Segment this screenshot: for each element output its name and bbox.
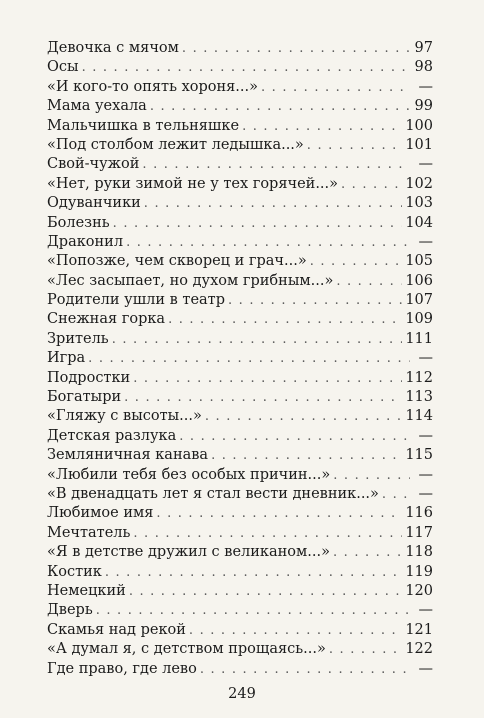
toc-entry-title: Болезнь [47,214,110,231]
dot-leader [336,272,402,291]
toc-entry [47,252,433,271]
toc-entry [47,407,433,426]
table-of-contents [47,39,433,679]
toc-entry-title: «Любили тебя без особых причин...» [47,466,331,483]
dot-leader [182,39,410,58]
dot-leader [129,582,403,601]
toc-entry-title: «Попозже, чем скворец и грач...» [47,253,307,270]
toc-entry-title: Мальчишка в тельняшке [47,117,240,134]
toc-entry-page: 113 [405,389,433,406]
toc-entry-page: 116 [405,505,433,522]
toc-entry [47,194,433,213]
toc-entry-title: Мама уехала [47,98,147,115]
toc-entry-title: Дверь [47,602,93,619]
toc-entry-page: 107 [405,292,433,309]
toc-entry [47,660,433,679]
dot-leader [112,330,403,349]
toc-entry [47,175,433,194]
toc-entry-page: 120 [405,582,433,599]
toc-entry-page: — [418,78,433,95]
dot-leader [310,252,403,271]
toc-entry-page: 119 [405,563,433,580]
dot-leader [168,310,402,329]
toc-entry-title: Зритель [47,330,109,347]
dot-leader [113,214,403,233]
toc-entry-title: Костик [47,563,102,580]
toc-entry [47,563,433,582]
toc-entry [47,272,433,291]
toc-entry-title: Игра [47,350,86,367]
toc-entry-title: Родители ушли в театр [47,292,225,309]
toc-entry-title: Мечтатель [47,524,131,541]
dot-leader [126,233,410,252]
toc-entry [47,291,433,310]
toc-entry [47,427,433,446]
toc-entry-title: Где право, где лево [47,660,197,677]
toc-entry [47,582,433,601]
toc-entry-page: — [418,156,433,173]
toc-entry-page: 112 [405,369,433,386]
toc-entry [47,233,433,252]
toc-entry-title: «Гляжу с высоты...» [47,408,202,425]
dot-leader [189,621,402,640]
dot-leader [124,388,402,407]
toc-entry [47,504,433,523]
toc-entry-title: «Я в детстве дружил с великаном...» [47,544,330,561]
toc-entry-page: 118 [405,544,433,561]
dot-leader [211,446,402,465]
toc-entry-title: «Лес засыпает, но духом грибным...» [47,272,334,289]
toc-entry-title: Земляничная канава [47,447,209,464]
dot-leader [200,660,410,679]
toc-entry-page: 98 [414,59,433,76]
toc-entry [47,601,433,620]
toc-entry [47,349,433,368]
dot-leader [333,543,402,562]
toc-entry-page: 122 [405,641,433,658]
dot-leader [82,58,410,77]
toc-entry-page: 104 [405,214,433,231]
dot-leader [307,136,403,155]
toc-entry [47,388,433,407]
toc-entry-page: 100 [405,117,433,134]
dot-leader [261,78,410,97]
toc-entry-title: «Под столбом лежит ледышка...» [47,136,304,153]
toc-entry-title: Немецкий [47,582,126,599]
toc-entry [47,78,433,97]
dot-leader [133,369,402,388]
toc-entry-page: 111 [405,330,433,347]
toc-entry-page: 121 [405,621,433,638]
toc-entry-title: Одуванчики [47,195,141,212]
toc-entry [47,524,433,543]
dot-leader [156,504,402,523]
toc-entry [47,485,433,504]
toc-entry-page: 105 [405,253,433,270]
toc-entry [47,214,433,233]
toc-entry-page: 97 [414,40,433,56]
toc-entry [47,543,433,562]
dot-leader [228,291,402,310]
dot-leader [142,155,410,174]
toc-entry [47,155,433,174]
toc-entry-page: 109 [405,311,433,328]
page-number: 249 [228,686,256,702]
dot-leader [333,466,410,485]
toc-entry-page: — [418,233,433,250]
toc-entry-page: 99 [414,98,433,115]
dot-leader [242,117,402,136]
dot-leader [96,601,410,620]
toc-entry-title: Свой-чужой [47,156,140,173]
dot-leader [382,485,410,504]
toc-entry-page: 117 [405,524,433,541]
toc-entry-page: 103 [405,195,433,212]
toc-entry-title: Осы [47,59,79,76]
dot-leader [329,640,402,659]
toc-entry-page: — [418,427,433,444]
toc-entry-page: — [418,660,433,677]
toc-entry-page: 114 [405,408,433,425]
toc-entry [47,58,433,77]
toc-entry-title: «Нет, руки зимой не у тех горячей...» [47,175,339,192]
dot-leader [144,194,403,213]
toc-entry [47,621,433,640]
toc-entry-page: — [418,350,433,367]
toc-entry [47,446,433,465]
toc-entry-page: — [418,485,433,502]
dot-leader [205,407,402,426]
toc-entry [47,466,433,485]
dot-leader [179,427,410,446]
dot-leader [105,563,402,582]
toc-entry [47,39,433,58]
toc-entry-title: Любимое имя [47,505,154,522]
dot-leader [133,524,402,543]
toc-entry-page: 115 [405,447,433,464]
toc-entry-title: Богатыри [47,389,122,406]
dot-leader [88,349,410,368]
toc-entry-title: Детская разлука [47,427,177,444]
toc-entry [47,330,433,349]
toc-entry [47,136,433,155]
toc-entry-title: Драконил [47,233,124,250]
toc-entry-title: «В двенадцать лет я стал вести дневник...» [47,485,379,502]
toc-entry-page: 101 [405,136,433,153]
toc-entry-title: Скамья над рекой [47,621,186,638]
toc-entry-title: Подростки [47,369,131,386]
toc-entry [47,369,433,388]
toc-entry [47,310,433,329]
toc-entry [47,97,433,116]
toc-entry-title: Девочка с мячом [47,40,179,56]
toc-entry [47,640,433,659]
toc-entry-title: Снежная горка [47,311,166,328]
toc-entry-page: — [418,602,433,619]
toc-entry-title: «А думал я, с детством прощаясь...» [47,641,326,658]
toc-entry-page: 102 [405,175,433,192]
dot-leader [150,97,410,116]
toc-entry-page: 106 [405,272,433,289]
toc-entry [47,117,433,136]
dot-leader [341,175,402,194]
toc-entry-page: — [418,466,433,483]
toc-entry-title: «И кого-то опять хороня...» [47,78,259,95]
